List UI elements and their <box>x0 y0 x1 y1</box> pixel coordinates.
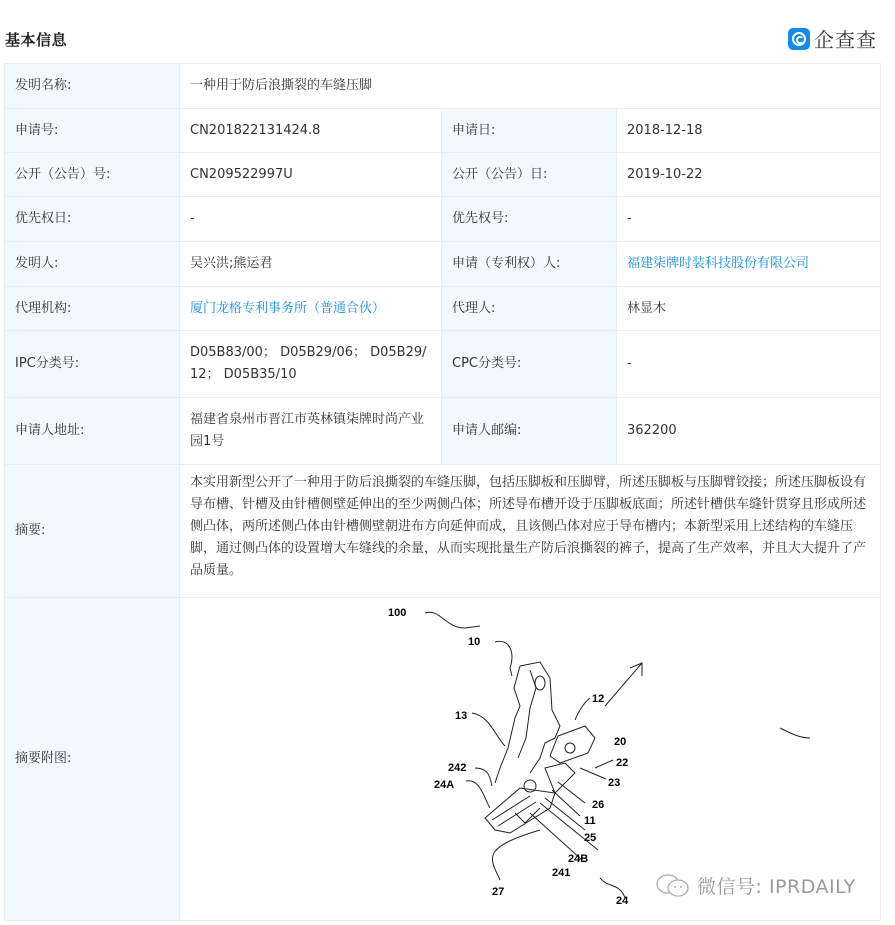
wechat-icon <box>655 873 691 899</box>
application-date-label: 申请日: <box>442 109 617 153</box>
address-label: 申请人地址: <box>5 398 180 465</box>
svg-text:20: 20 <box>614 736 627 748</box>
svg-text:10: 10 <box>468 636 481 648</box>
table-row <box>5 197 881 242</box>
wechat-watermark <box>655 872 856 899</box>
svg-text:12: 12 <box>592 693 605 705</box>
header <box>0 0 895 63</box>
svg-text:13: 13 <box>455 710 468 722</box>
table-row <box>5 465 881 598</box>
invention-name-label: 发明名称: <box>5 64 180 109</box>
cpc-value: - <box>617 331 881 398</box>
watermark-text: 微信号: IPRDAILY <box>697 876 856 898</box>
svg-text:22: 22 <box>616 757 629 769</box>
qichacha-logo-icon <box>788 28 810 50</box>
svg-text:11: 11 <box>584 815 596 827</box>
table-row <box>5 242 881 287</box>
abstract-figure-label: 摘要附图: <box>5 598 180 921</box>
application-no-value: CN201822131424.8 <box>180 109 442 153</box>
svg-text:100: 100 <box>388 607 407 619</box>
abstract-label: 摘要: <box>5 465 180 598</box>
table-row <box>5 398 881 465</box>
publication-no-label: 公开（公告）号: <box>5 153 180 197</box>
svg-text:24: 24 <box>616 895 629 907</box>
presser-foot-drawing <box>380 598 880 918</box>
postcode-label: 申请人邮编: <box>442 398 617 465</box>
abstract-figure-drawing[interactable] <box>380 598 880 918</box>
section-title: 基本信息 <box>5 31 68 49</box>
svg-text:24A: 24A <box>434 779 455 791</box>
svg-text:27: 27 <box>492 886 505 898</box>
patent-info-table <box>4 63 881 921</box>
postcode-value: 362200 <box>617 398 881 465</box>
invention-name-value: 一种用于防后浪撕裂的车缝压脚 <box>180 64 881 109</box>
applicant-label: 申请（专利权）人: <box>442 242 617 287</box>
agency-link[interactable]: 厦门龙格专利事务所（普通合伙） <box>180 287 442 331</box>
table-row <box>5 153 881 197</box>
svg-text:24B: 24B <box>568 853 589 865</box>
abstract-value: 本实用新型公开了一种用于防后浪撕裂的车缝压脚，包括压脚板和压脚臂，所述压脚板与压脚臂铰接；所述压脚板设有导布槽、针槽及由针槽侧壁延伸出的至少两侧凸体；所述导布槽开设于压脚板底面；所述针槽供车缝针贯穿且形成所述侧凸体，两所述侧凸体由针槽侧壁朝进布方向延伸而成，且该侧凸体对应于导布槽内；本新型采用上述结构的车缝压脚，通过侧凸体的设置增大车缝线的余量，从而实现批量生产防后浪撕裂的裤子，提高了生产效率，并且大大提升了产品质量。 <box>180 465 881 598</box>
svg-text:241: 241 <box>552 867 571 879</box>
inventors-label: 发明人: <box>5 242 180 287</box>
table-row <box>5 64 881 109</box>
priority-no-label: 优先权号: <box>442 197 617 242</box>
application-date-value: 2018-12-18 <box>617 109 881 153</box>
publication-no-value: CN209522997U <box>180 153 442 197</box>
brand-logo[interactable] <box>788 24 877 53</box>
agent-value: 林显木 <box>617 287 881 331</box>
table-row <box>5 287 881 331</box>
address-value: 福建省泉州市晋江市英林镇柒牌时尚产业园1号 <box>180 398 442 465</box>
priority-date-label: 优先权日: <box>5 197 180 242</box>
priority-no-value: - <box>617 197 881 242</box>
svg-text:26: 26 <box>592 799 605 811</box>
applicant-link[interactable]: 福建柒牌时装科技股份有限公司 <box>617 242 881 287</box>
svg-text:23: 23 <box>608 777 621 789</box>
agency-label: 代理机构: <box>5 287 180 331</box>
agent-label: 代理人: <box>442 287 617 331</box>
ipc-label: IPC分类号: <box>5 331 180 398</box>
publication-date-label: 公开（公告）日: <box>442 153 617 197</box>
svg-text:25: 25 <box>584 832 597 844</box>
inventors-value: 吴兴洪;熊运君 <box>180 242 442 287</box>
ipc-value: D05B83/00； D05B29/06； D05B29/12； D05B35/10 <box>180 331 442 398</box>
table-row <box>5 331 881 398</box>
application-no-label: 申请号: <box>5 109 180 153</box>
publication-date-value: 2019-10-22 <box>617 153 881 197</box>
brand-name: 企查查 <box>814 28 877 52</box>
svg-text:242: 242 <box>448 762 467 774</box>
cpc-label: CPC分类号: <box>442 331 617 398</box>
table-row <box>5 109 881 153</box>
priority-date-value: - <box>180 197 442 242</box>
